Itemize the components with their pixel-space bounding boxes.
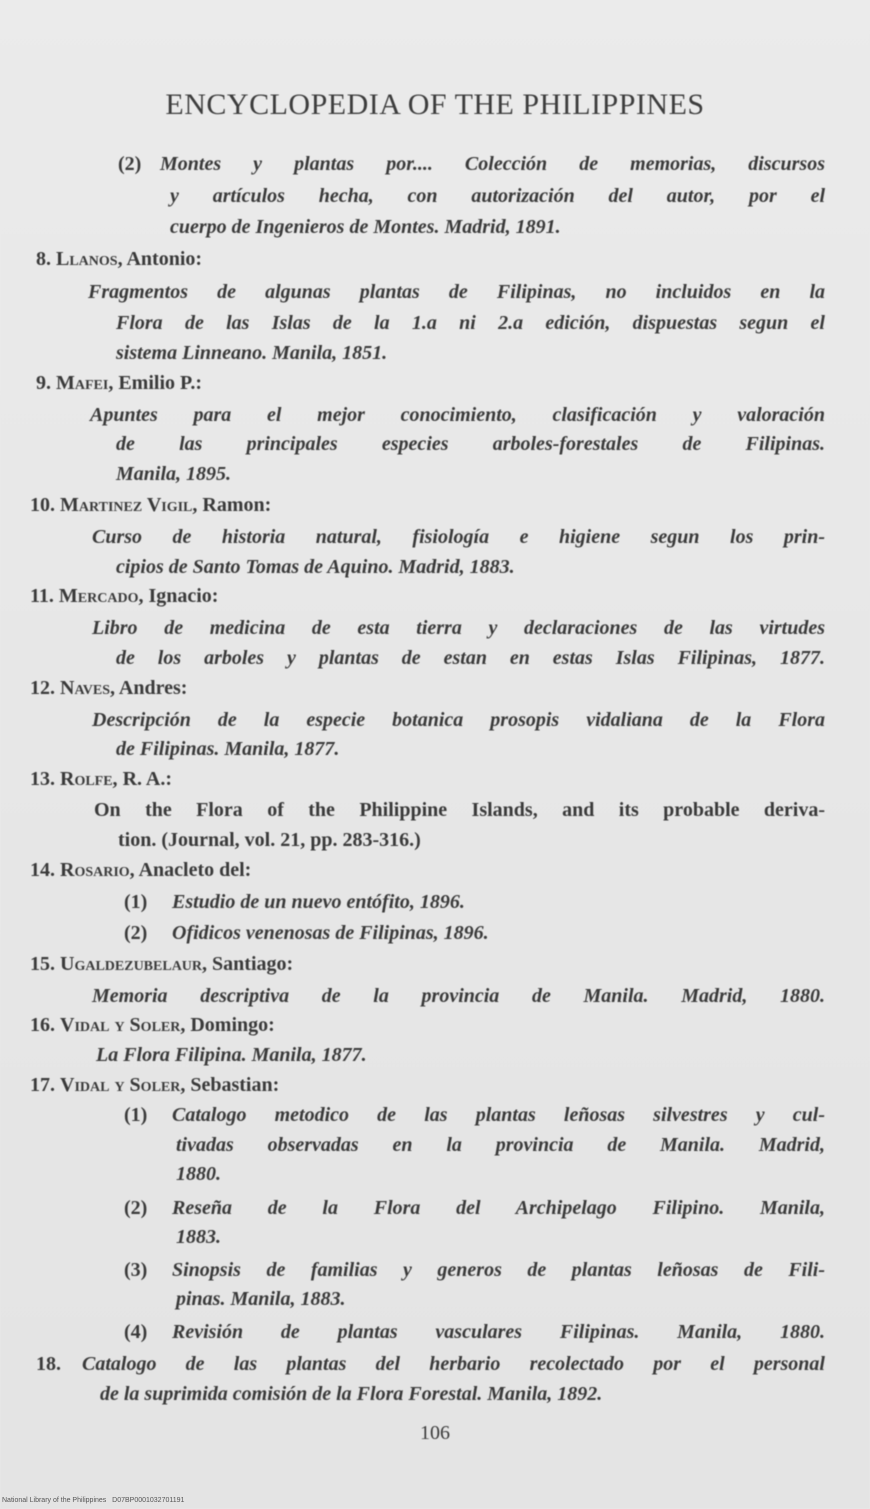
list-item-number: (1) — [124, 891, 148, 913]
entry-heading: 12. Naves, Andres: — [30, 677, 188, 699]
entry-text: Ofidicos venenosas de Filipinas, 1896. — [172, 922, 489, 944]
entry-text: Revisión de plantas vasculares Filipinas. Manila, 1880. — [172, 1321, 825, 1343]
entry-text: Sinopsis de familias y generos de plantas leñosas de Fili- — [172, 1259, 825, 1281]
entry-text: de las principales especies arboles-forestales de Filipinas. — [116, 433, 825, 455]
entry-heading: 16. Vidal y Soler, Domingo: — [30, 1014, 275, 1036]
entry-text: de los arboles y plantas de estan en estas Islas Filipinas, 1877. — [116, 647, 825, 669]
entry-text: tivadas observadas en la provincia de Manila. Madrid, — [176, 1134, 825, 1156]
entry-text: Descripción de la especie botanica prosopis vidaliana de la Flora — [92, 709, 825, 731]
entry-heading: 13. Rolfe, R. A.: — [30, 768, 173, 790]
entry-text: Flora de las Islas de la 1.a ni 2.a edición, dispuestas segun el — [116, 312, 825, 334]
entry-text: Catalogo metodico de las plantas leñosas silvestres y cul- — [172, 1104, 825, 1126]
entry-heading: 14. Rosario, Anacleto del: — [30, 859, 252, 881]
list-item-number: (3) — [124, 1259, 148, 1281]
entry-heading: 15. Ugaldezubelaur, Santiago: — [30, 953, 294, 975]
entry-text: Libro de medicina de esta tierra y declaraciones de las virtudes — [92, 617, 825, 639]
entry-text: On the Flora of the Philippine Islands, and its probable deriva- — [94, 799, 825, 821]
entry-text: Memoria descriptiva de la provincia de Manila. Madrid, 1880. — [92, 985, 825, 1007]
list-item-number: (2) — [124, 1197, 148, 1219]
entry-text: Montes y plantas por.... Colección de memorias, discursos — [160, 153, 825, 175]
entry-text: La Flora Filipina. Manila, 1877. — [96, 1044, 367, 1066]
entry-text: Reseña de la Flora del Archipelago Filipino. Manila, — [172, 1197, 825, 1219]
list-item-number: (4) — [124, 1321, 148, 1343]
entry-text: de la suprimida comisión de la Flora Forestal. Manila, 1892. — [100, 1383, 603, 1405]
entry-text: cuerpo de Ingenieros de Montes. Madrid, 1891. — [170, 216, 561, 238]
entry-heading: 17. Vidal y Soler, Sebastian: — [30, 1074, 280, 1096]
entry-text: Apuntes para el mejor conocimiento, clasificación y valoración — [90, 404, 825, 426]
entry-text: pinas. Manila, 1883. — [176, 1288, 346, 1310]
entry-text: 1883. — [176, 1226, 221, 1248]
scan-footer: National Library of the Philippines D07BP0001032701191 — [2, 1497, 185, 1504]
list-item-number: (2) — [124, 922, 148, 944]
entry-text: de Filipinas. Manila, 1877. — [116, 738, 340, 760]
entry-text: cipios de Santo Tomas de Aquino. Madrid, 1883. — [116, 556, 515, 578]
running-header: ENCYCLOPEDIA OF THE PHILIPPINES — [165, 88, 705, 121]
entry-heading: 11. Mercado, Ignacio: — [30, 585, 219, 607]
list-item-number: 18. — [36, 1353, 61, 1375]
entry-heading: 9. Mafei, Emilio P.: — [36, 372, 203, 394]
entry-text: Curso de historia natural, fisiología e higiene segun los prin- — [92, 526, 825, 548]
entry-text: Estudio de un nuevo entófito, 1896. — [172, 891, 465, 913]
entry-text: y artículos hecha, con autorización del autor, por el — [170, 185, 825, 207]
entry-text: Catalogo de las plantas del herbario recolectado por el personal — [82, 1353, 825, 1375]
entry-text: Fragmentos de algunas plantas de Filipinas, no incluidos en la — [88, 281, 825, 303]
list-item-number: (1) — [124, 1104, 148, 1126]
entry-text: tion. (Journal, vol. 21, pp. 283-316.) — [118, 829, 421, 851]
page-number: 106 — [420, 1422, 450, 1444]
entry-text: sistema Linneano. Manila, 1851. — [116, 342, 388, 364]
list-item-number: (2) — [118, 153, 142, 175]
entry-heading: 10. Martinez Vigil, Ramon: — [30, 494, 272, 516]
entry-text: Manila, 1895. — [116, 463, 232, 485]
entry-text: 1880. — [176, 1163, 221, 1185]
entry-heading: 8. Llanos, Antonio: — [36, 248, 203, 270]
